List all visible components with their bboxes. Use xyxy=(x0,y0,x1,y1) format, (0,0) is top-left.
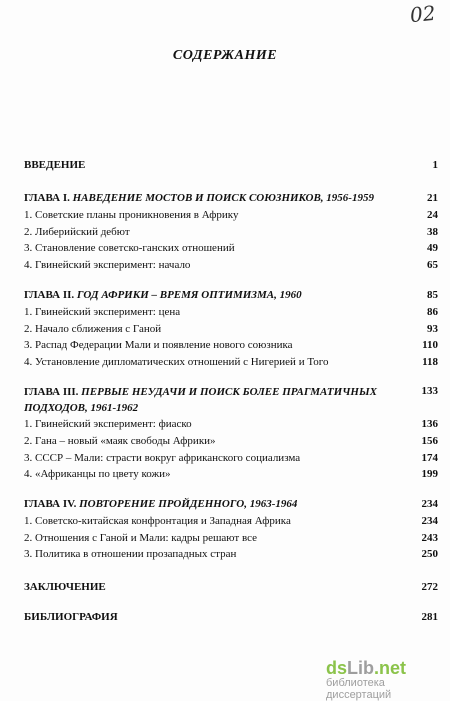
toc-section xyxy=(24,338,438,352)
toc-section xyxy=(24,355,438,369)
toc-section-label: 4. «Африканцы по цвету кожи» xyxy=(24,468,171,480)
toc-section-page: 86 xyxy=(427,306,438,318)
toc-section xyxy=(24,417,438,431)
toc-section-label: 2. Начало сближения с Ганой xyxy=(24,323,162,335)
toc-section-page: 250 xyxy=(421,548,438,560)
toc-chapter-2 xyxy=(24,288,438,302)
toc-section-page: 65 xyxy=(427,259,438,271)
toc-section-label: 3. Политика в отношении прозападных стран xyxy=(24,548,237,560)
toc-entry-label: БИБЛИОГРАФИЯ xyxy=(24,611,118,623)
toc-section xyxy=(24,305,438,319)
chapter-title: НАВЕДЕНИЕ МОСТОВ И ПОИСК СОЮЗНИКОВ, 1956-1959 xyxy=(72,192,374,204)
toc-entry-label: ЗАКЛЮЧЕНИЕ xyxy=(24,581,106,593)
toc-section xyxy=(24,241,438,255)
toc-entry-page: 1 xyxy=(432,159,438,171)
toc-section-label: 2. Гана – новый «маяк свободы Африки» xyxy=(24,435,216,447)
toc-section xyxy=(24,434,438,448)
watermark-caption: библиотека диссертаций xyxy=(326,677,392,701)
toc-entry-bibliography xyxy=(24,610,438,624)
toc-section-label: 4. Установление дипломатических отношений с Нигерией и Того xyxy=(24,356,329,368)
toc-section-page: 136 xyxy=(421,418,438,430)
chapter-number: ГЛАВА I. xyxy=(24,192,70,204)
toc-section xyxy=(24,258,438,272)
toc-section-page: 243 xyxy=(421,532,438,544)
toc-section-page: 199 xyxy=(421,468,438,480)
toc-section-label: 3. Становление советско-ганских отношений xyxy=(24,242,235,254)
toc-entry-page: 234 xyxy=(421,498,438,510)
toc-section-page: 24 xyxy=(427,209,438,221)
chapter-title: ГОД АФРИКИ – ВРЕМЯ ОПТИМИЗМА, 1960 xyxy=(76,289,302,301)
toc-section xyxy=(24,322,438,336)
toc-entry-page: 21 xyxy=(427,192,438,204)
toc-section-page: 234 xyxy=(421,515,438,527)
watermark-logo xyxy=(326,658,446,701)
toc-section-label: 1. Советские планы проникновения в Африку xyxy=(24,209,239,221)
toc-section-page: 38 xyxy=(427,226,438,238)
toc-title: СОДЕРЖАНИЕ xyxy=(172,48,278,63)
toc-entry-page: 272 xyxy=(421,581,438,593)
toc-chapter-1 xyxy=(24,191,438,205)
toc-section-page: 110 xyxy=(422,339,438,351)
toc-section-label: 2. Отношения с Ганой и Мали: кадры решают все xyxy=(24,532,257,544)
toc-chapter-3 xyxy=(24,384,438,416)
toc-section-page: 174 xyxy=(421,452,438,464)
toc-chapter-4 xyxy=(24,497,438,511)
toc-entry-page: 133 xyxy=(421,385,438,397)
handwritten-page-number: 02 xyxy=(408,0,437,28)
chapter-number: ГЛАВА IV. xyxy=(24,498,77,510)
toc-section-label: 1. Гвинейский эксперимент: фиаско xyxy=(24,418,192,430)
toc-section-label: 4. Гвинейский эксперимент: начало xyxy=(24,259,191,271)
toc-section xyxy=(24,514,438,528)
chapter-number: ГЛАВА III. xyxy=(24,386,79,398)
toc-section xyxy=(24,531,438,545)
chapter-title: ПЕРВЫЕ НЕУДАЧИ И ПОИСК БОЛЕЕ ПРАГМАТИЧНЫХ ПОДХОДОВ, 1961-1962 xyxy=(24,386,377,414)
toc-section-label: 2. Либерийский дебют xyxy=(24,226,130,238)
toc-entry-page: 281 xyxy=(421,611,438,623)
toc-section xyxy=(24,451,438,465)
toc-entry-label: ВВЕДЕНИЕ xyxy=(24,159,86,171)
toc-entry-introduction xyxy=(24,158,438,172)
toc-section-page: 118 xyxy=(422,356,438,368)
toc-entry-conclusion xyxy=(24,580,438,594)
toc-section-label: 3. Распад Федерации Мали и появление нового союзника xyxy=(24,339,293,351)
toc-section xyxy=(24,225,438,239)
chapter-title: ПОВТОРЕНИЕ ПРОЙДЕННОГО, 1963-1964 xyxy=(79,498,298,510)
toc-section-page: 156 xyxy=(421,435,438,447)
toc-section-page: 49 xyxy=(427,242,438,254)
toc-entry-page: 85 xyxy=(427,289,438,301)
toc-section xyxy=(24,547,438,561)
toc-section xyxy=(24,467,438,481)
toc-section-label: 3. СССР – Мали: страсти вокруг африканского социализма xyxy=(24,452,301,464)
toc-section-page: 93 xyxy=(427,323,438,335)
toc-section-label: 1. Гвинейский эксперимент: цена xyxy=(24,306,181,318)
toc-section-label: 1. Советско-китайская конфронтация и Западная Африка xyxy=(24,515,291,527)
chapter-number: ГЛАВА II. xyxy=(24,289,75,301)
watermark-brand: dsLib.net xyxy=(326,658,407,678)
toc-section xyxy=(24,208,438,222)
